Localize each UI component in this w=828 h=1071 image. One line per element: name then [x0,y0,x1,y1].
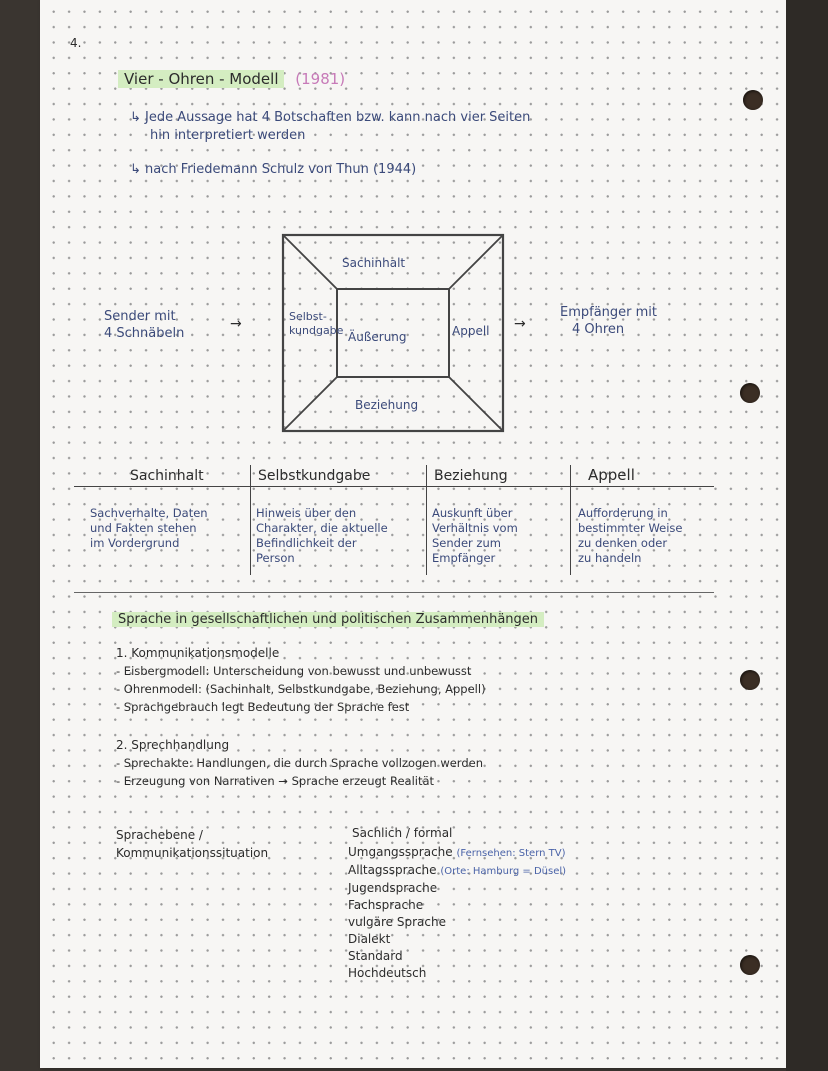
title-text: Vier - Ohren - Modell [118,70,284,88]
title-year: (1981) [295,70,346,88]
diagram-center-label: Äußerung [348,330,407,344]
section-title: Sprache in gesellschaftlichen und politischen Zusammenhängen [112,612,544,627]
list-item: Alltagssprache (Orte: Hamburg = Düsel) [348,863,567,877]
page-title [118,70,345,88]
table-divider [74,486,714,487]
list-item: Standard [348,949,403,963]
arrow-icon: → [514,316,526,332]
intro-line: ↳ nach Friedemann Schulz von Thun (1944) [130,162,417,177]
table-column-line [426,465,427,575]
table-cell: Auskunft über Verhältnis vom Sender zum Empfänger [432,506,518,565]
punch-hole [740,955,760,975]
table-column-line [250,465,251,575]
list-item: - Erzeugung von Narrativen → Sprache erzeugt Realität [116,774,435,788]
list-item: Hochdeutsch [348,966,427,980]
diagonal-line [283,235,337,289]
diagonal-line [449,377,503,431]
list-item: Dialekt [348,932,391,946]
list-item: Jugendsprache [348,881,438,895]
table-header: Selbstkundgabe [258,468,371,484]
diagram-right-label: Appell [452,324,490,338]
list-item: - Sprachgebrauch legt Bedeutung der Sprache fest [116,700,410,714]
diagonal-line [283,377,337,431]
table-cell: Sachverhalte, Daten und Fakten stehen im Vordergrund [90,506,208,550]
intro-line: ↳ Jede Aussage hat 4 Botschaften bzw. kann nach vier Seiten [130,110,531,125]
list-title: 2. Sprechhandlung [116,738,230,752]
list-item: - Sprechakte: Handlungen, die durch Sprache vollzogen werden [116,756,483,770]
list-item: Umgangssprache (Fernsehen: Stern TV) [348,845,566,859]
intro-line: hin interpretiert werden [150,128,306,143]
diagram-bottom-label: Beziehung [355,398,419,412]
table-column-line [570,465,571,575]
arrow-icon: → [230,316,242,332]
list-item: - Eisbergmodell: Unterscheidung von bewusst und unbewusst [116,664,472,678]
sender-label: Sender mit 4 Schnäbeln [104,309,185,341]
table-header: Appell [588,466,635,484]
diagram-left-label: Selbst- kundgabe [289,310,344,337]
list-title: 1. Kommunikationsmodelle [116,646,280,660]
list-item: - Ohrenmodell: (Sachinhalt, Selbstkundgabe, Beziehung, Appell) [116,682,486,696]
background-edge [786,0,828,1071]
section-divider [74,592,714,593]
page-number: 4. [70,36,82,50]
list-item: vulgäre Sprache [348,915,446,929]
table-header: Sachinhalt [130,468,204,484]
table-header: Beziehung [434,468,508,484]
receiver-label: Empfänger mit 4 Ohren [560,305,658,337]
diagonal-line [449,235,503,289]
punch-hole [740,383,760,403]
diagram-top-label: Sachinhalt [342,256,406,270]
list-item: Fachsprache [348,898,424,912]
punch-hole [740,670,760,690]
punch-hole [743,90,763,110]
sprachebene-item: Sachlich / formal [352,826,453,840]
sprachebene-list [348,844,566,982]
table-cell: Aufforderung in bestimmter Weise zu denken oder zu handeln [578,506,683,565]
sprachebene-label: Sprachebene / Kommunikationssituation [116,828,269,860]
table-cell: Hinweis über den Charakter, die aktuelle Befindlichkeit der Person [256,506,388,565]
